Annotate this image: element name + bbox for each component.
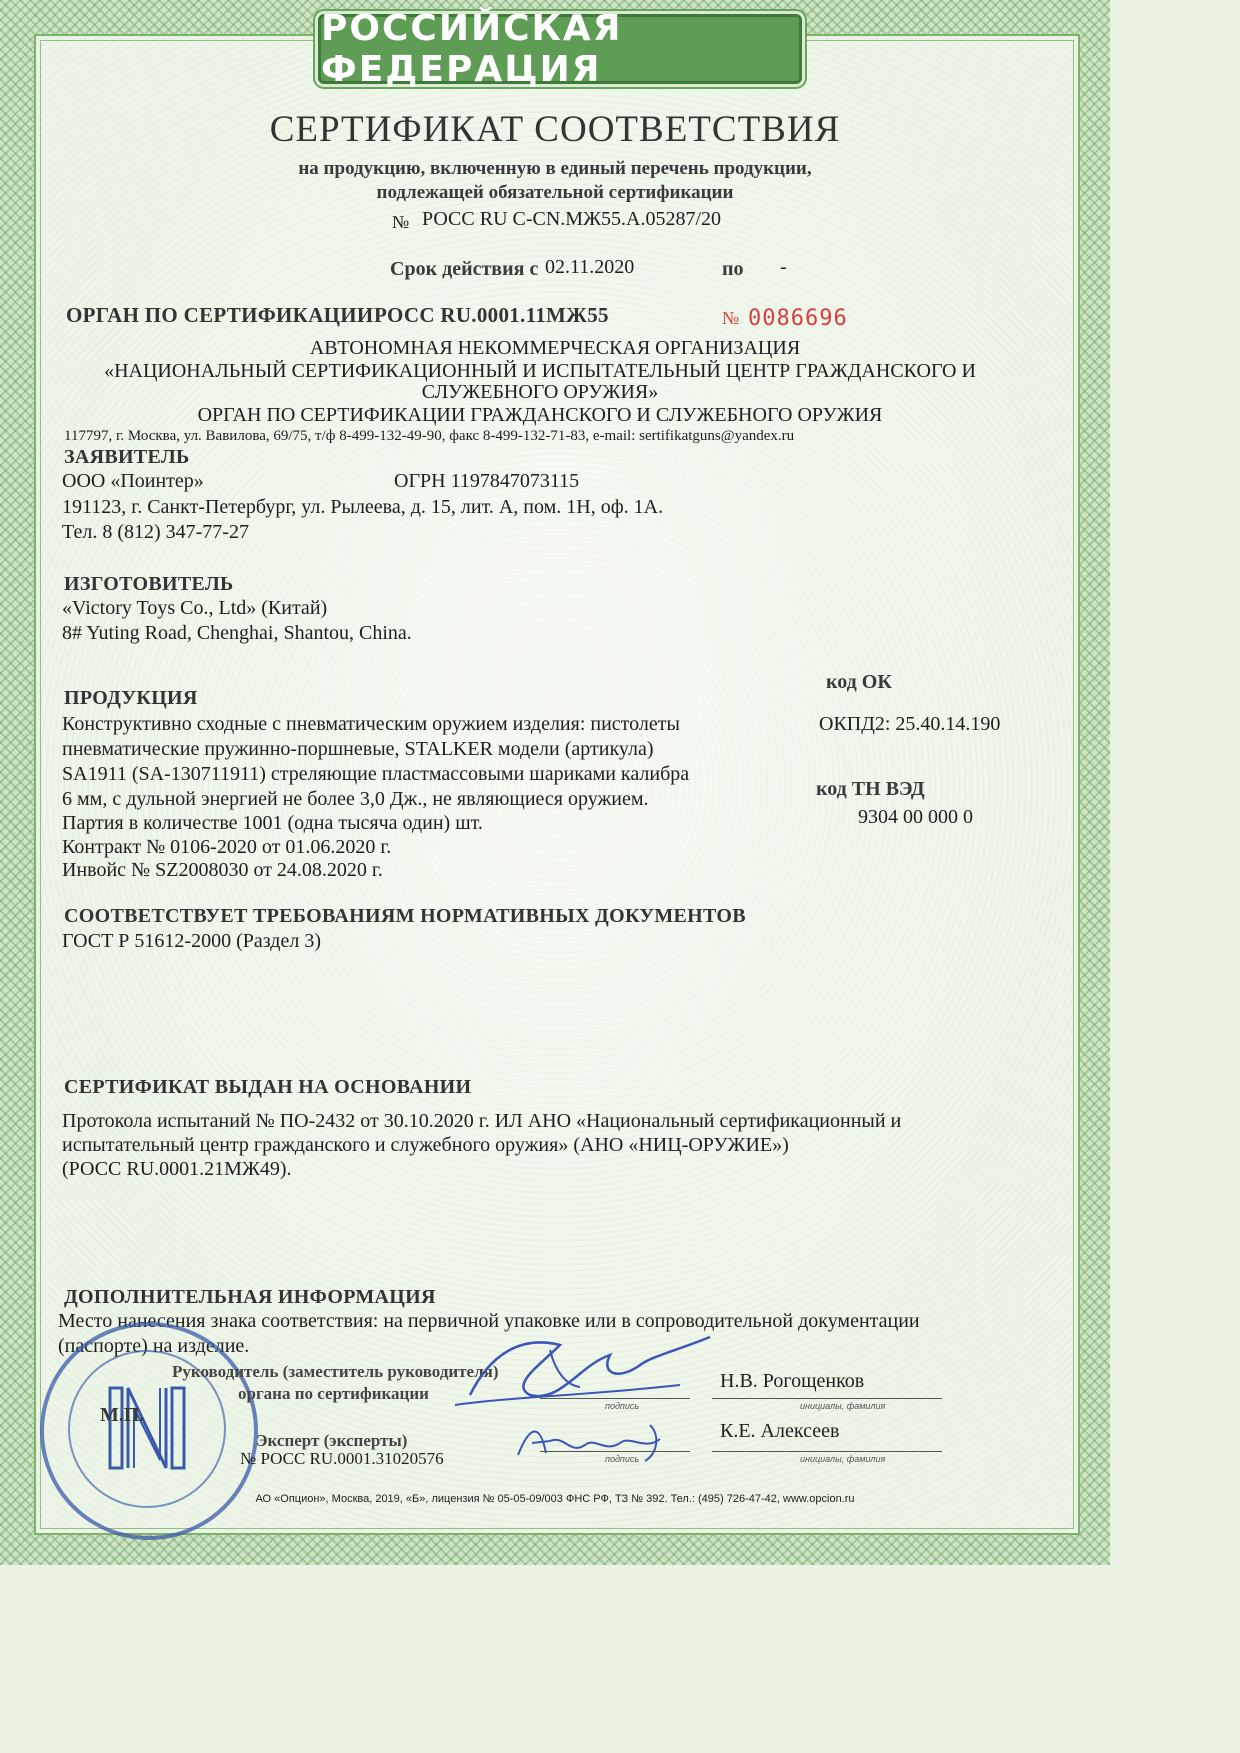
expert-number: № РОСС RU.0001.31020576 [240,1449,444,1468]
tnved-code-label: код ТН ВЭД [816,778,925,800]
product-line: SA1911 (SA-130711911) стреляющие пластмассовыми шариками калибра [62,763,690,785]
product-line: Инвойс № SZ2008030 от 24.08.2020 г. [62,859,383,881]
basis-line: Протокола испытаний № ПО-2432 от 30.10.2020 г. ИЛ АНО «Национальный сертификационный и [62,1110,902,1132]
expert-signature-hint: подпись [605,1454,640,1464]
org-line-4: ОРГАН ПО СЕРТИФИКАЦИИ ГРАЖДАНСКОГО И СЛУЖЕБНОГО ОРУЖИЯ [197,404,883,426]
standards-value: ГОСТ Р 51612-2000 (Раздел 3) [62,930,321,952]
cert-body-code: РОСС RU.0001.11МЖ55 [374,303,609,327]
head-name: Н.В. Рогощенков [720,1370,865,1392]
product-line: пневматические пружинно-поршневые, STALKER модели (артикула) [62,738,654,760]
organization-seal [40,1322,258,1540]
validity-to-label: по [722,258,744,280]
applicant-address: 191123, г. Санкт-Петербург, ул. Рылеева, д. 15, лит. А, пом. 1Н, оф. 1А. [62,496,664,518]
basis-line: испытательный центр гражданского и служебного оружия» (АНО «НИЦ-ОРУЖИЕ») [62,1134,789,1156]
seal-logo-icon [106,1378,188,1478]
certificate-title: СЕРТИФИКАТ СООТВЕТСТВИЯ [269,109,841,150]
validity-label: Срок действия с [390,258,539,280]
applicant-header: ЗАЯВИТЕЛЬ [64,446,190,468]
printer-footer: АО «Опцион», Москва, 2019, «Б», лицензия № 05-05-09/003 ФНС РФ, ТЗ № 392. Тел.: (495) 726-47-42, www.opcion.ru [255,1493,855,1505]
applicant-name: ООО «Поинтер» [62,470,204,492]
blank-serial-number: 0086696 [748,306,848,331]
certificate-number: РОСС RU С-CN.МЖ55.А.05287/20 [422,208,722,230]
expert-caption: Эксперт (эксперты) [256,1431,408,1450]
additional-line: (паспорте) на изделие. [58,1335,250,1357]
expert-name: К.Е. Алексеев [720,1420,840,1442]
product-line: Партия в количестве 1001 (одна тысяча один) шт. [62,812,483,834]
ok-code-label: код ОК [826,671,892,693]
head-name-line [712,1398,942,1399]
org-line-2: «НАЦИОНАЛЬНЫЙ СЕРТИФИКАЦИОННЫЙ И ИСПЫТАТЕЛЬНЫЙ ЦЕНТР ГРАЖДАНСКОГО И [104,360,976,382]
blank-number-label: № [722,308,740,328]
validity-to: - [780,256,787,278]
cert-body-label: ОРГАН ПО СЕРТИФИКАЦИИ [66,303,374,327]
product-header: ПРОДУКЦИЯ [64,687,198,709]
head-signature-hint: подпись [605,1401,640,1411]
product-line: Конструктивно сходные с пневматическим оружием изделия: пистолеты [62,713,680,735]
applicant-ogrn: ОГРН 1197847073115 [394,470,580,492]
head-name-hint: инициалы, фамилия [800,1401,886,1411]
expert-name-hint: инициалы, фамилия [800,1454,886,1464]
country-banner [318,8,802,90]
head-caption-2: органа по сертификации [238,1384,429,1403]
ok-code-value: ОКПД2: 25.40.14.190 [819,713,1001,735]
applicant-phone: Тел. 8 (812) 347-77-27 [62,521,249,543]
manufacturer-name: «Victory Toys Co., Ltd» (Китай) [62,597,328,619]
manufacturer-address: 8# Yuting Road, Chenghai, Shantou, China. [62,622,412,644]
additional-header: ДОПОЛНИТЕЛЬНАЯ ИНФОРМАЦИЯ [64,1286,436,1308]
number-label: № [392,212,410,232]
country-banner-text: РОССИЙСКАЯ ФЕДЕРАЦИЯ [321,8,623,90]
head-signature-icon [450,1325,720,1420]
expert-signature-icon [510,1415,680,1465]
org-contact: 117797, г. Москва, ул. Вавилова, 69/75, т/ф 8-499-132-49-90, факс 8-499-132-71-83, e-mail: sertifikatguns@yandex.ru [64,428,795,444]
product-line: 6 мм, с дульной энергией не более 3,0 Дж., не являющиеся оружием. [62,788,649,810]
basis-line: (РОСС RU.0001.21МЖ49). [62,1158,292,1180]
basis-header: СЕРТИФИКАТ ВЫДАН НА ОСНОВАНИИ [64,1076,472,1098]
expert-signature-line [540,1451,690,1452]
standards-header: СООТВЕТСТВУЕТ ТРЕБОВАНИЯМ НОРМАТИВНЫХ ДОКУМЕНТОВ [64,905,746,927]
expert-name-line [712,1451,942,1452]
head-caption-1: Руководитель (заместитель руководителя) [172,1362,499,1381]
org-line-1: АВТОНОМНАЯ НЕКОММЕРЧЕСКАЯ ОРГАНИЗАЦИЯ [309,337,801,359]
head-signature-line [540,1398,690,1399]
validity-from: 02.11.2020 [545,256,635,278]
org-line-3: СЛУЖЕБНОГО ОРУЖИЯ» [421,381,659,403]
subtitle-line-2: подлежащей обязательной сертификации [376,182,734,203]
manufacturer-header: ИЗГОТОВИТЕЛЬ [64,573,234,595]
additional-line: Место нанесения знака соответствия: на первичной упаковке или в сопроводительной документации [58,1310,920,1332]
tnved-code-value: 9304 00 000 0 [858,806,973,828]
seal-label: М.П. [100,1404,145,1426]
product-line: Контракт № 0106-2020 от 01.06.2020 г. [62,836,392,858]
subtitle-line-1: на продукцию, включенную в единый перечень продукции, [298,158,812,179]
